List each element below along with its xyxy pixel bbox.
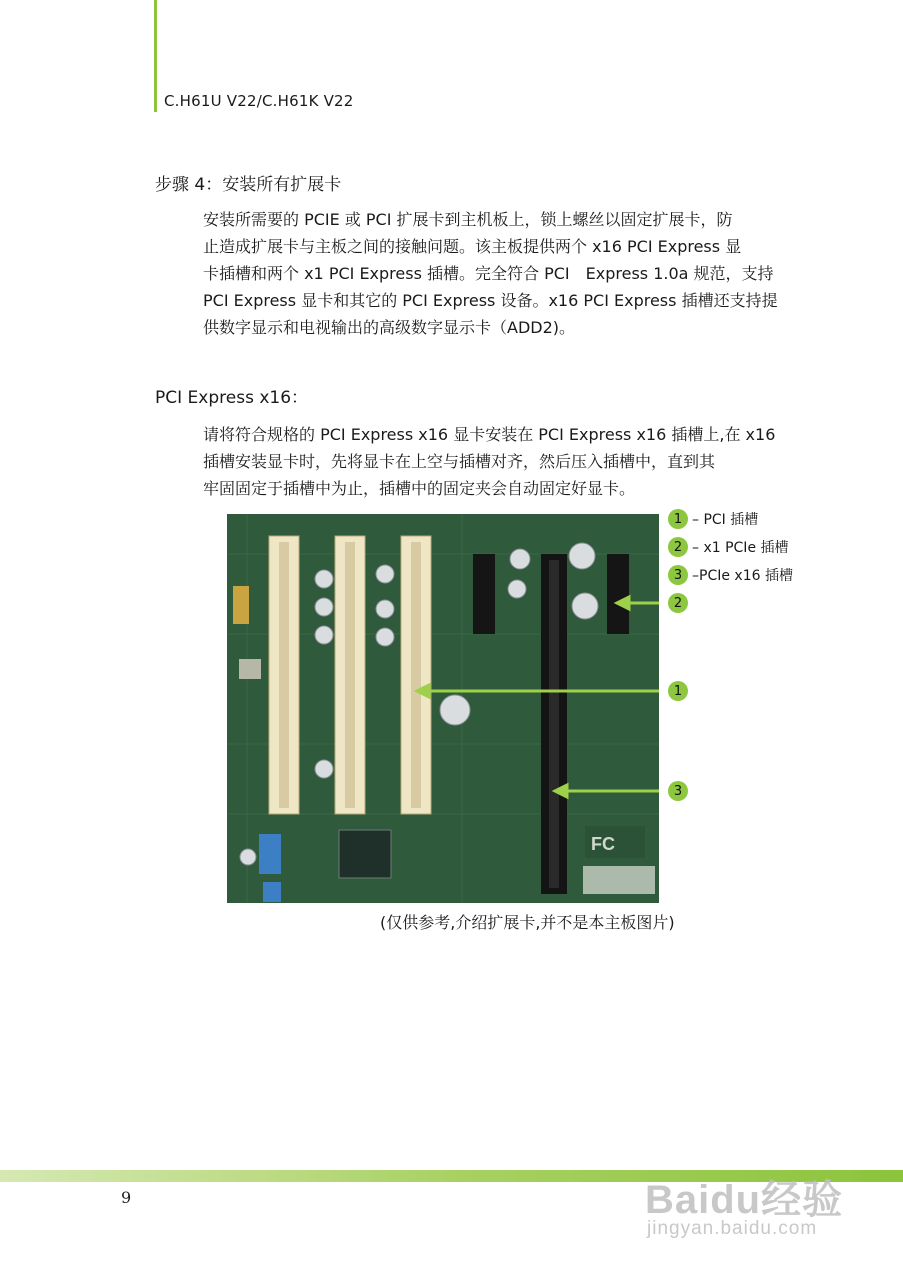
paragraph-line: 卡插槽和两个 x1 PCI Express 插槽。完全符合 PCI Express 1.0a 规范，支持 bbox=[203, 264, 774, 283]
legend-label: – x1 PCIe 插槽 bbox=[692, 540, 789, 556]
legend-item-pci bbox=[668, 508, 758, 530]
paragraph-line: 请将符合规格的 PCI Express x16 显卡安装在 PCI Express x16 插槽上,在 x16 bbox=[203, 425, 776, 444]
paragraph-line: 牢固固定于插槽中为止，插槽中的固定夹会自动固定好显卡。 bbox=[203, 479, 636, 498]
callout-badge: 2 bbox=[668, 593, 688, 613]
callout-badge: 1 bbox=[668, 681, 688, 701]
legend-label: – PCI 插槽 bbox=[692, 512, 759, 528]
step-paragraph bbox=[203, 206, 803, 341]
legend-badge: 2 bbox=[668, 537, 688, 557]
legend-badge: 1 bbox=[668, 509, 688, 529]
model-name: C.H61U V22/C.H61K V22 bbox=[164, 92, 354, 110]
legend-label: –PCIe x16 插槽 bbox=[692, 568, 793, 584]
paragraph-line: PCI Express 显卡和其它的 PCI Express 设备。x16 PCI Express 插槽还支持提 bbox=[203, 291, 778, 310]
watermark-url: jingyan.baidu.com bbox=[647, 1218, 818, 1239]
legend-badge: 3 bbox=[668, 565, 688, 585]
paragraph-line: 止造成扩展卡与主板之间的接触问题。该主板提供两个 x16 PCI Express 显 bbox=[203, 237, 742, 256]
paragraph-line: 安装所需要的 PCIE 或 PCI 扩展卡到主机板上，锁上螺丝以固定扩展卡，防 bbox=[203, 210, 733, 229]
page-number: 9 bbox=[121, 1188, 132, 1207]
watermark-logo: Baidu经验 bbox=[645, 1178, 844, 1222]
step-heading: 步骤 4：安装所有扩展卡 bbox=[155, 175, 342, 195]
pcie-paragraph bbox=[203, 421, 803, 502]
legend-item-x16-pcie bbox=[668, 564, 793, 586]
header-accent-line bbox=[154, 0, 157, 112]
pci-slots bbox=[269, 536, 431, 814]
paragraph-line: 插槽安装显卡时，先将显卡在上空与插槽对齐，然后压入插槽中，直到其 bbox=[203, 452, 716, 471]
legend-item-x1-pcie bbox=[668, 536, 789, 558]
pcie-heading: PCI Express x16： bbox=[155, 388, 309, 408]
svg-text:FC: FC bbox=[591, 834, 615, 854]
paragraph-line: 供数字显示和电视输出的高级数字显示卡（ADD2)。 bbox=[203, 318, 576, 337]
image-caption: (仅供参考,介绍扩展卡,并不是本主板图片) bbox=[380, 913, 675, 932]
motherboard-photo bbox=[227, 514, 659, 903]
callout-badge: 3 bbox=[668, 781, 688, 801]
